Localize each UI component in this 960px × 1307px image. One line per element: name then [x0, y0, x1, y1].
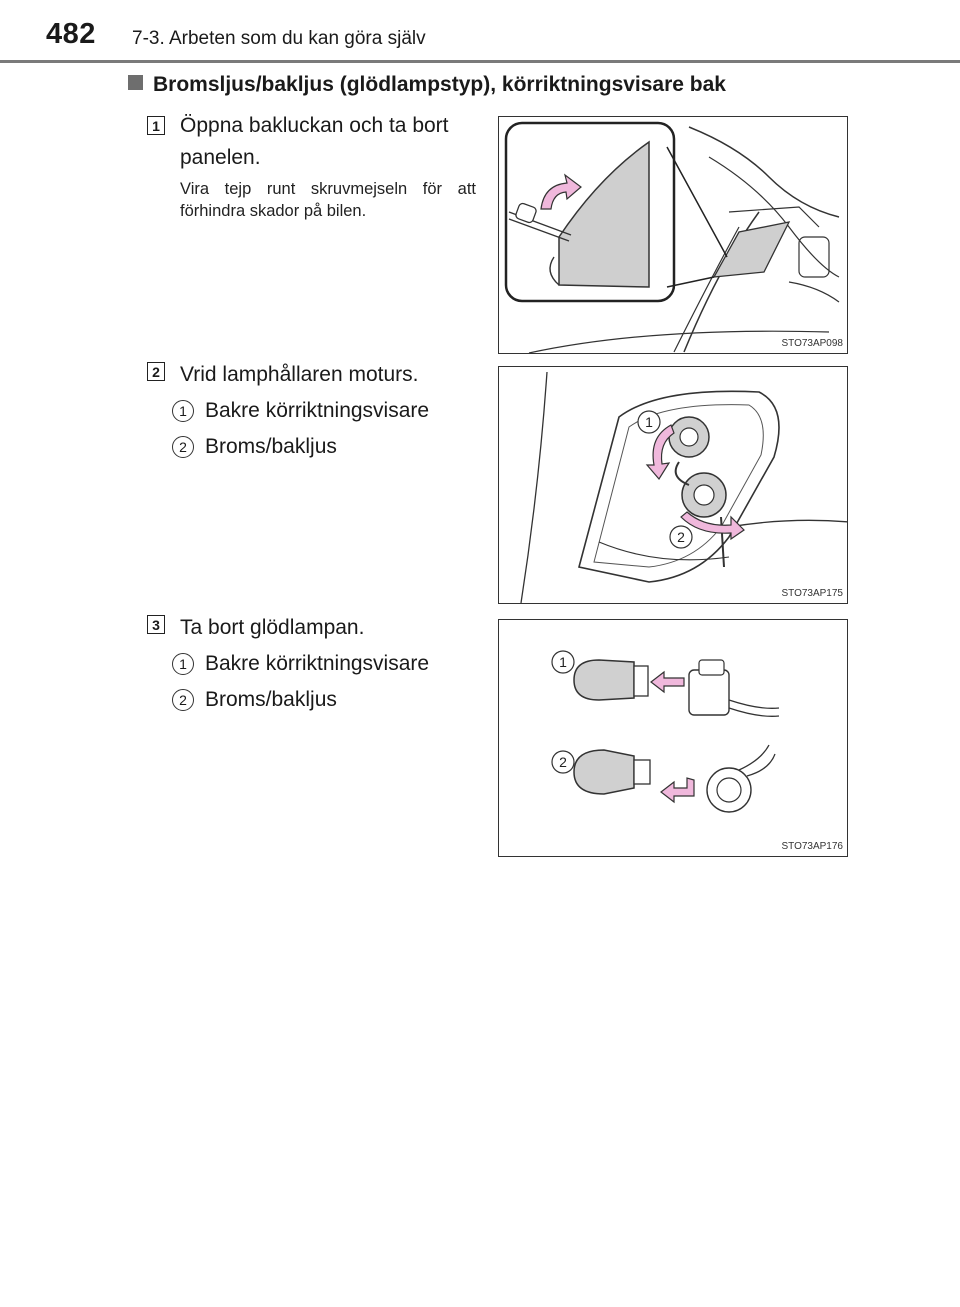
subheading-text: Bromsljus/bakljus (glödlampstyp), körriktningsvisare bak: [153, 73, 726, 96]
figure-2-callout-2: 2: [677, 529, 685, 545]
step-2-text: Vrid lamphållaren moturs.: [180, 363, 419, 386]
step-2-item-2-label: Broms/bakljus: [205, 435, 337, 458]
figure-open-panel-illustration: [499, 117, 848, 354]
step-3-item-2-number: 2: [172, 689, 194, 711]
step-1-note: Vira tejp runt skruvmejseln för att förhindra skador på bilen.: [180, 180, 476, 220]
figure-open-panel: [498, 116, 848, 354]
step-2-item-1-number: 1: [172, 400, 194, 422]
figure-code: STO73AP175: [781, 588, 843, 599]
step-1-badge: 1: [147, 116, 165, 135]
step-2-badge: 2: [147, 362, 165, 381]
section-title: 7-3. Arbeten som du kan göra själv: [132, 28, 426, 49]
square-bullet-icon: [128, 75, 143, 90]
figure-rotate-holder-illustration: [499, 367, 848, 604]
step-3-item-2-label: Broms/bakljus: [205, 688, 337, 711]
figure-3-callout-1: 1: [559, 654, 567, 670]
step-3-text: Ta bort glödlampan.: [180, 616, 365, 639]
step-1-text-line1: Öppna bakluckan och ta bort: [180, 114, 449, 137]
subheading: [128, 73, 726, 97]
step-2-item-2-number: 2: [172, 436, 194, 458]
figure-code: STO73AP176: [781, 841, 843, 852]
step-3-item-1-label: Bakre körriktningsvisare: [205, 652, 430, 675]
figure-rotate-holder: [498, 366, 848, 604]
page-header: [0, 0, 960, 62]
figure-remove-bulb: [498, 619, 848, 857]
step-1-text-line2: panelen.: [180, 146, 261, 169]
step-2-item-1-label: Bakre körriktningsvisare: [205, 399, 430, 422]
step-3-item-1-number: 1: [172, 653, 194, 675]
figure-2-callout-1: 1: [645, 414, 653, 430]
step-3-badge: 3: [147, 615, 165, 634]
figure-3-callout-2: 2: [559, 754, 567, 770]
header-rule: [0, 60, 960, 63]
figure-remove-bulb-illustration: [499, 620, 848, 857]
figure-code: STO73AP098: [781, 338, 843, 349]
page-number: 482: [46, 18, 96, 50]
